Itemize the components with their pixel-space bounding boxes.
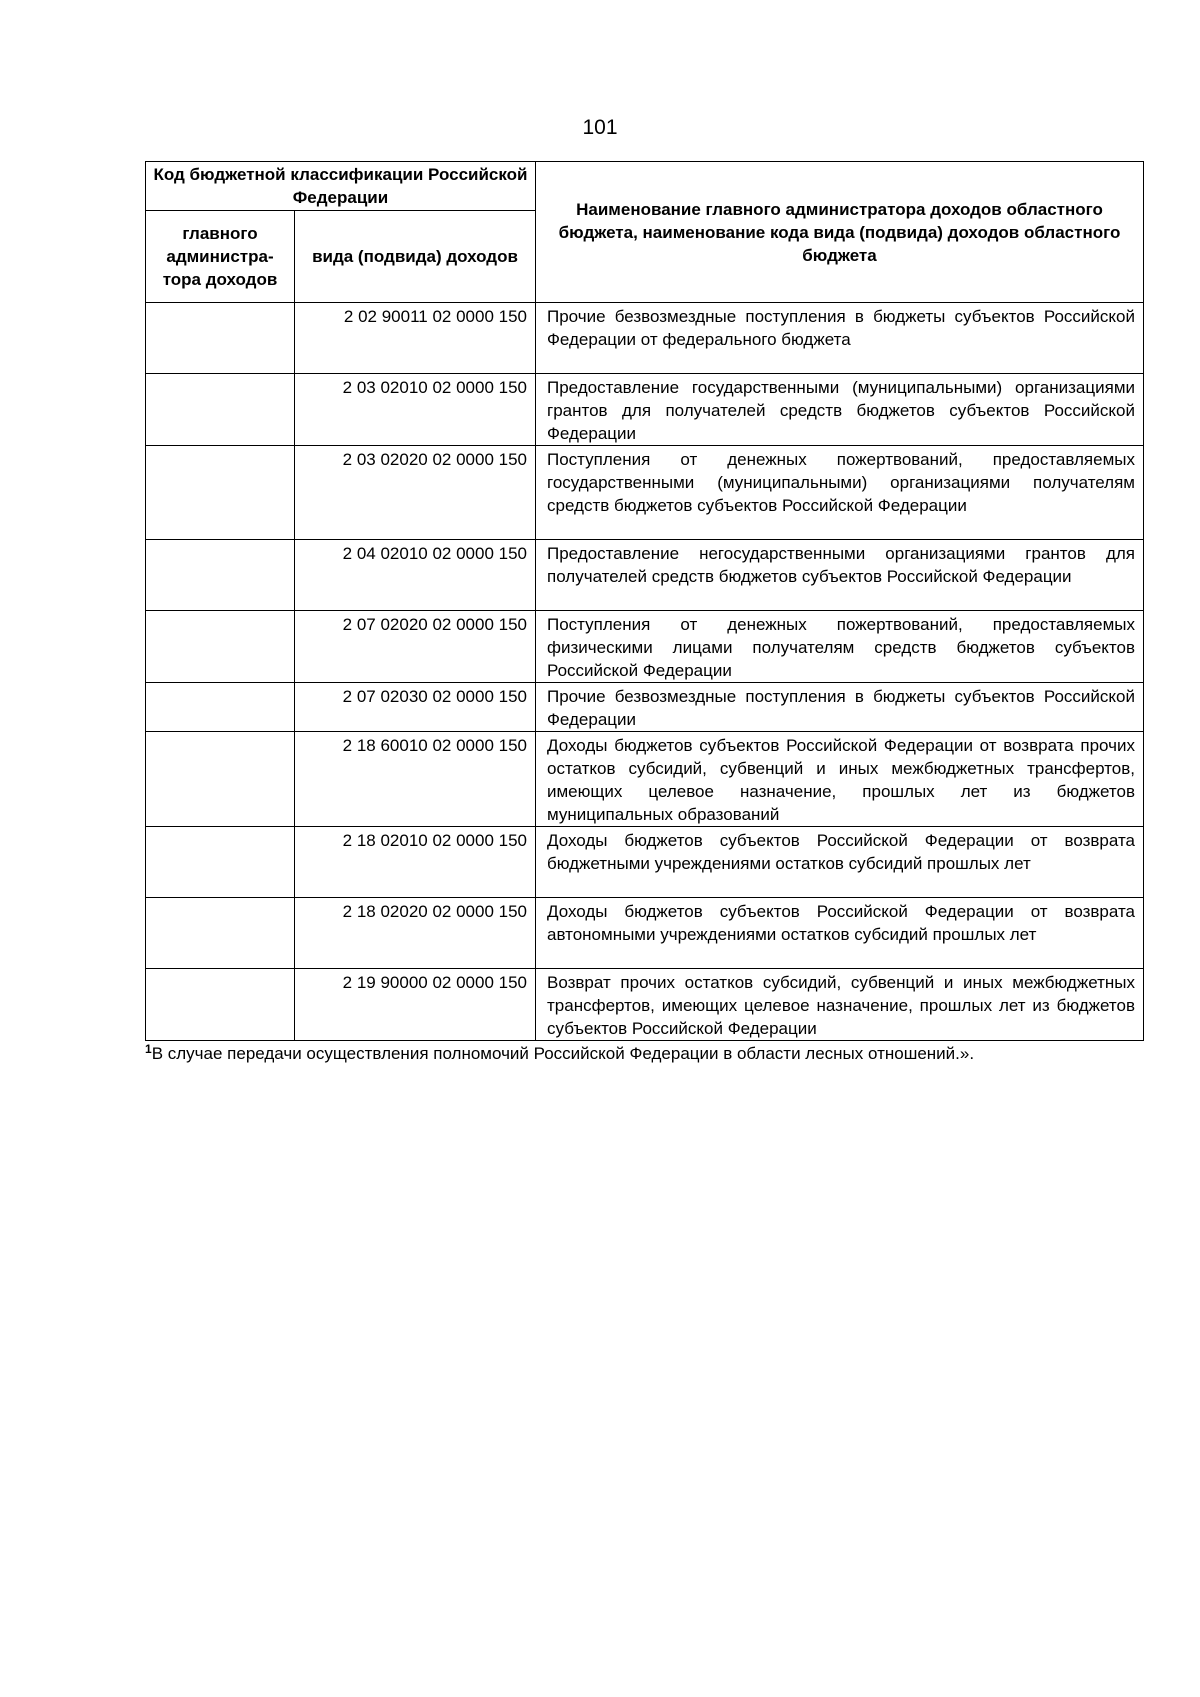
admin-code-cell — [146, 827, 295, 898]
income-code-cell: 2 03 02020 02 0000 150 — [295, 446, 536, 540]
income-code-cell: 2 04 02010 02 0000 150 — [295, 540, 536, 611]
income-code-cell: 2 18 60010 02 0000 150 — [295, 732, 536, 827]
income-code-cell: 2 19 90000 02 0000 150 — [295, 969, 536, 1041]
admin-code-cell — [146, 303, 295, 374]
admin-code-cell — [146, 374, 295, 446]
income-code-cell: 2 18 02020 02 0000 150 — [295, 898, 536, 969]
income-name-cell: Предоставление негосударственными организациями грантов для получателей средств бюджетов субъектов Российской Федерации — [536, 540, 1144, 611]
header-kind-column: вида (подвида) доходов — [295, 211, 536, 303]
admin-code-cell — [146, 969, 295, 1041]
table-row — [146, 540, 1144, 611]
table-header-row-group — [146, 162, 1144, 211]
income-code-cell: 2 03 02010 02 0000 150 — [295, 374, 536, 446]
income-name-cell: Доходы бюджетов субъектов Российской Федерации от возврата бюджетными учреждениями остатков субсидий прошлых лет — [536, 827, 1144, 898]
income-name-cell: Предоставление государственными (муниципальными) организациями грантов для получателей средств бюджетов субъектов Российской Федерации — [536, 374, 1144, 446]
footnote-marker: 1 — [145, 1042, 152, 1056]
income-name-cell: Доходы бюджетов субъектов Российской Федерации от возврата прочих остатков субсидий, субвенций и иных межбюджетных трансфертов, имеющих целевое назначение, прошлых лет из бюджетов муниципальных образований — [536, 732, 1144, 827]
income-name-cell: Возврат прочих остатков субсидий, субвенций и иных межбюджетных трансфертов, имеющих целевое назначение, прошлых лет из бюджетов субъектов Российской Федерации — [536, 969, 1144, 1041]
table-row — [146, 446, 1144, 540]
header-code-group: Код бюджетной классификации Российской Федерации — [146, 162, 536, 211]
income-code-cell: 2 18 02010 02 0000 150 — [295, 827, 536, 898]
table-row — [146, 732, 1144, 827]
income-name-cell: Поступления от денежных пожертвований, предоставляемых физическими лицами получателям средств бюджетов субъектов Российской Федерации — [536, 611, 1144, 683]
income-name-cell: Прочие безвозмездные поступления в бюджеты субъектов Российской Федерации от федерального бюджета — [536, 303, 1144, 374]
table-row — [146, 683, 1144, 732]
admin-code-cell — [146, 732, 295, 827]
table-row — [146, 898, 1144, 969]
footnote-text: В случае передачи осуществления полномочий Российской Федерации в области лесных отношений.». — [151, 1044, 975, 1063]
admin-code-cell — [146, 683, 295, 732]
header-name-column: Наименование главного администратора доходов областного бюджета, наименование кода вида (подвида) доходов областного бюджета — [536, 162, 1144, 303]
table-row — [146, 374, 1144, 446]
income-name-cell: Поступления от денежных пожертвований, предоставляемых государственными (муниципальными) организациями получателям средств бюджетов субъектов Российской Федерации — [536, 446, 1144, 540]
income-code-cell: 2 02 90011 02 0000 150 — [295, 303, 536, 374]
admin-code-cell — [146, 446, 295, 540]
income-code-cell: 2 07 02030 02 0000 150 — [295, 683, 536, 732]
table-row — [146, 611, 1144, 683]
table-row — [146, 303, 1144, 374]
table-row — [146, 969, 1144, 1041]
admin-code-cell — [146, 898, 295, 969]
admin-code-cell — [146, 540, 295, 611]
admin-code-cell — [146, 611, 295, 683]
income-code-cell: 2 07 02020 02 0000 150 — [295, 611, 536, 683]
income-name-cell: Прочие безвозмездные поступления в бюджеты субъектов Российской Федерации — [536, 683, 1144, 732]
budget-classification-table — [145, 161, 1144, 1041]
table-row — [146, 827, 1144, 898]
income-name-cell: Доходы бюджетов субъектов Российской Федерации от возврата автономными учреждениями остатков субсидий прошлых лет — [536, 898, 1144, 969]
page-number: 101 — [582, 116, 618, 139]
header-admin-column: главного администра-тора доходов — [146, 211, 295, 303]
footnote — [145, 1042, 1155, 1065]
